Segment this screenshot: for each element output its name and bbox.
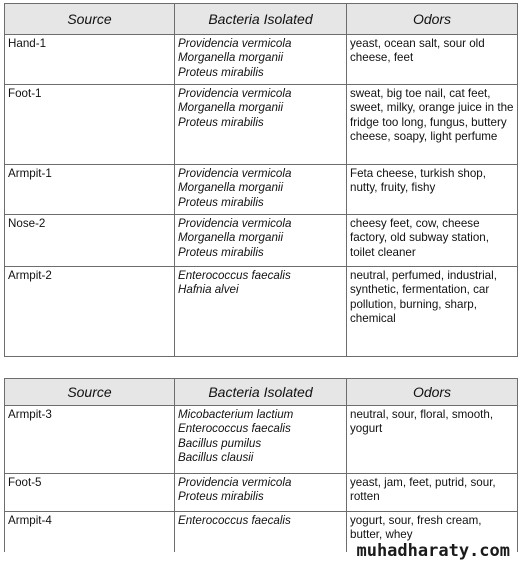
bacteria-cell xyxy=(175,512,347,552)
bacteria-name: Providencia vermicola xyxy=(178,37,292,50)
bacteria-name: Proteus mirabilis xyxy=(178,195,264,209)
source-cell: Armpit-1 xyxy=(5,165,175,215)
bacteria-cell xyxy=(175,85,347,165)
bacteria-odor-table-2 xyxy=(4,378,518,552)
bacteria-cell xyxy=(175,215,347,267)
table-row xyxy=(5,215,518,267)
odor-line: cheesy feet, cow, cheese xyxy=(350,217,480,230)
odor-line: Feta cheese, turkish shop, xyxy=(350,167,486,180)
table-body xyxy=(5,406,518,552)
source-cell: Hand-1 xyxy=(5,35,175,85)
odor-line: yogurt, sour, fresh cream, xyxy=(350,514,482,527)
source-cell: Nose-2 xyxy=(5,215,175,267)
odor-line: chemical xyxy=(350,312,396,326)
bacteria-name: Morganella morganii xyxy=(178,181,284,195)
column-header-source: Source xyxy=(5,4,175,35)
bacteria-name: Providencia vermicola xyxy=(178,217,292,230)
odors-cell xyxy=(347,35,518,85)
odors-cell xyxy=(347,165,518,215)
bacteria-name: Hafnia alvei xyxy=(178,283,239,297)
source-cell: Foot-1 xyxy=(5,85,175,165)
bacteria-name: Proteus mirabilis xyxy=(178,245,264,259)
table-row xyxy=(5,85,518,165)
source-cell: Armpit-2 xyxy=(5,267,175,357)
odor-line: butter, whey xyxy=(350,528,413,542)
column-header-odors: Odors xyxy=(347,379,518,406)
bacteria-name: Morganella morganii xyxy=(178,101,284,115)
odors-cell xyxy=(347,267,518,357)
table-header-row xyxy=(5,4,518,35)
column-header-bacteria: Bacteria Isolated xyxy=(175,4,347,35)
source-cell: Armpit-4 xyxy=(5,512,175,552)
bacteria-name: Providencia vermicola xyxy=(178,167,292,180)
odor-line: factory, old subway station, xyxy=(350,231,489,245)
odor-line: cheese, feet xyxy=(350,51,414,65)
table-row xyxy=(5,474,518,512)
bacteria-name: Providencia vermicola xyxy=(178,476,292,489)
odors-cell xyxy=(347,474,518,512)
column-header-source: Source xyxy=(5,379,175,406)
table-header-row xyxy=(5,379,518,406)
table-row xyxy=(5,165,518,215)
table-row xyxy=(5,406,518,474)
bacteria-name: Enterococcus faecalis xyxy=(178,422,291,436)
bacteria-cell xyxy=(175,35,347,85)
odor-line: synthetic, fermentation, car xyxy=(350,283,490,297)
source-cell: Armpit-3 xyxy=(5,406,175,474)
bacteria-name: Morganella morganii xyxy=(178,51,284,65)
odor-line: sweet, milky, orange juice in the xyxy=(350,101,514,115)
odor-line: rotten xyxy=(350,490,380,504)
bacteria-cell xyxy=(175,406,347,474)
bacteria-name: Morganella morganii xyxy=(178,231,284,245)
odor-line: sweat, big toe nail, cat feet, xyxy=(350,87,491,100)
table-row xyxy=(5,35,518,85)
odor-line: yeast, jam, feet, putrid, sour, xyxy=(350,476,496,489)
source-cell: Foot-5 xyxy=(5,474,175,512)
odor-line: nutty, fruity, fishy xyxy=(350,181,436,195)
bacteria-name: Proteus mirabilis xyxy=(178,65,264,79)
column-header-bacteria: Bacteria Isolated xyxy=(175,379,347,406)
column-header-odors: Odors xyxy=(347,4,518,35)
odor-line: neutral, sour, floral, smooth, xyxy=(350,408,494,421)
bacteria-name: Enterococcus faecalis xyxy=(178,269,291,282)
odor-line: yeast, ocean salt, sour old xyxy=(350,37,485,50)
bacteria-name: Bacillus pumilus xyxy=(178,436,262,450)
table-body xyxy=(5,35,518,357)
odors-cell xyxy=(347,85,518,165)
bacteria-name: Proteus mirabilis xyxy=(178,490,264,504)
odor-line: toilet cleaner xyxy=(350,245,416,259)
odors-cell xyxy=(347,406,518,474)
bacteria-cell xyxy=(175,165,347,215)
bacteria-name: Enterococcus faecalis xyxy=(178,514,291,527)
odor-line: cheese, soapy, light perfume xyxy=(350,130,498,144)
bacteria-name: Proteus mirabilis xyxy=(178,115,264,129)
odors-cell xyxy=(347,215,518,267)
bacteria-cell xyxy=(175,474,347,512)
bacteria-name: Providencia vermicola xyxy=(178,87,292,100)
odor-line: fridge too long, fungus, buttery xyxy=(350,115,507,129)
bacteria-name: Bacillus clausii xyxy=(178,451,254,465)
odor-line: neutral, perfumed, industrial, xyxy=(350,269,497,282)
table-row xyxy=(5,267,518,357)
odor-line: yogurt xyxy=(350,422,383,436)
watermark: muhadharaty.com xyxy=(356,541,510,561)
bacteria-odor-table-1 xyxy=(4,3,518,357)
bacteria-cell xyxy=(175,267,347,357)
bacteria-name: Micobacterium lactium xyxy=(178,408,294,421)
odor-line: pollution, burning, sharp, xyxy=(350,297,477,311)
